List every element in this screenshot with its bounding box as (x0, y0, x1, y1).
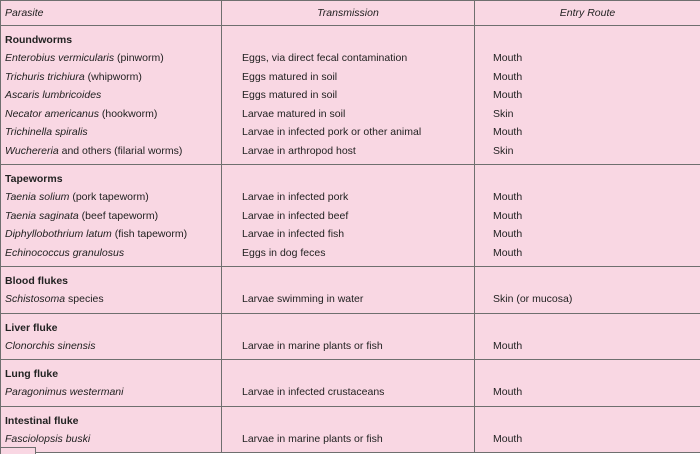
group-header-row (1, 26, 700, 50)
parasite-name-cell (1, 207, 222, 226)
parasite-name-cell (1, 383, 222, 406)
group-header-row (1, 165, 700, 189)
empty-cell (475, 165, 700, 189)
common-name: (whipworm) (85, 71, 142, 83)
group-header-row (1, 360, 700, 384)
common-name: (hookworm) (99, 108, 157, 120)
table-row (1, 49, 700, 68)
empty-cell (222, 406, 475, 430)
empty-cell (475, 313, 700, 337)
empty-cell (475, 26, 700, 50)
group-header-row (1, 313, 700, 337)
scientific-name: Schistosoma (5, 293, 65, 305)
entry-route-cell: Mouth (475, 430, 700, 453)
table-row (1, 207, 700, 226)
transmission-cell: Larvae in infected pork (222, 188, 475, 207)
table-row (1, 142, 700, 165)
entry-route-cell: Skin (475, 105, 700, 124)
scientific-name: Fasciolopsis buski (5, 433, 90, 445)
entry-route-cell: Skin (or mucosa) (475, 290, 700, 313)
scientific-name: Trichuris trichiura (5, 71, 85, 83)
transmission-cell: Larvae matured in soil (222, 105, 475, 124)
empty-cell (222, 313, 475, 337)
group-title: Tapeworms (1, 165, 222, 189)
entry-route-cell: Mouth (475, 86, 700, 105)
empty-cell (475, 360, 700, 384)
transmission-cell: Larvae in infected beef (222, 207, 475, 226)
entry-route-cell: Mouth (475, 188, 700, 207)
parasite-name-cell (1, 123, 222, 142)
parasite-name-cell (1, 225, 222, 244)
table-body (1, 26, 700, 453)
table-row (1, 105, 700, 124)
entry-route-cell: Mouth (475, 337, 700, 360)
group-title: Roundworms (1, 26, 222, 50)
parasite-name-cell (1, 142, 222, 165)
scientific-name: Taenia saginata (5, 210, 79, 222)
empty-cell (222, 360, 475, 384)
parasite-name-cell (1, 244, 222, 267)
transmission-cell: Eggs, via direct fecal contamination (222, 49, 475, 68)
table-row (1, 337, 700, 360)
common-name: and others (filarial worms) (59, 145, 183, 157)
column-header-entry-route: Entry Route (475, 1, 700, 26)
parasite-name-cell (1, 290, 222, 313)
empty-cell (475, 267, 700, 291)
scientific-name: Enterobius vermicularis (5, 52, 114, 64)
scientific-name: Wuchereria (5, 145, 59, 157)
scientific-name: Clonorchis sinensis (5, 340, 95, 352)
common-name: species (65, 293, 104, 305)
parasite-name-cell (1, 49, 222, 68)
table-row (1, 430, 700, 453)
scientific-name: Diphyllobothrium latum (5, 228, 112, 240)
entry-route-cell: Skin (475, 142, 700, 165)
transmission-cell: Eggs in dog feces (222, 244, 475, 267)
group-header-row (1, 267, 700, 291)
empty-cell (222, 267, 475, 291)
parasite-name-cell (1, 188, 222, 207)
scientific-name: Echinococcus granulosus (5, 247, 124, 259)
table-header (1, 1, 700, 26)
column-header-parasite: Parasite (1, 1, 222, 26)
entry-route-cell: Mouth (475, 207, 700, 226)
parasite-name-cell (1, 105, 222, 124)
parasite-name-cell (1, 68, 222, 87)
transmission-cell: Larvae in infected crustaceans (222, 383, 475, 406)
common-name: (pork tapeworm) (69, 191, 148, 203)
transmission-cell: Larvae in marine plants or fish (222, 337, 475, 360)
entry-route-cell: Mouth (475, 49, 700, 68)
table-row (1, 86, 700, 105)
transmission-cell: Larvae in infected fish (222, 225, 475, 244)
group-title: Lung fluke (1, 360, 222, 384)
parasite-name-cell (1, 86, 222, 105)
table-row (1, 68, 700, 87)
scientific-name: Trichinella spiralis (5, 126, 88, 138)
group-title: Intestinal fluke (1, 406, 222, 430)
table-row (1, 188, 700, 207)
transmission-cell: Larvae in arthropod host (222, 142, 475, 165)
table-row (1, 290, 700, 313)
empty-cell (475, 406, 700, 430)
entry-route-cell: Mouth (475, 123, 700, 142)
transmission-cell: Eggs matured in soil (222, 68, 475, 87)
transmission-cell: Eggs matured in soil (222, 86, 475, 105)
scientific-name: Ascaris lumbricoides (5, 89, 101, 101)
entry-route-cell: Mouth (475, 383, 700, 406)
common-name: (beef tapeworm) (79, 210, 158, 222)
table-row (1, 244, 700, 267)
common-name: (pinworm) (114, 52, 164, 64)
empty-cell (222, 165, 475, 189)
entry-route-cell: Mouth (475, 244, 700, 267)
group-title: Liver fluke (1, 313, 222, 337)
entry-route-cell: Mouth (475, 225, 700, 244)
group-title: Blood flukes (1, 267, 222, 291)
transmission-cell: Larvae swimming in water (222, 290, 475, 313)
column-header-transmission: Transmission (222, 1, 475, 26)
transmission-cell: Larvae in marine plants or fish (222, 430, 475, 453)
empty-cell (222, 26, 475, 50)
group-header-row (1, 406, 700, 430)
scientific-name: Paragonimus westermani (5, 386, 123, 398)
entry-route-cell: Mouth (475, 68, 700, 87)
scientific-name: Necator americanus (5, 108, 99, 120)
transmission-cell: Larvae in infected pork or other animal (222, 123, 475, 142)
parasite-name-cell (1, 337, 222, 360)
scientific-name: Taenia solium (5, 191, 69, 203)
table-row (1, 123, 700, 142)
table-row (1, 383, 700, 406)
table-row (1, 225, 700, 244)
common-name: (fish tapeworm) (112, 228, 187, 240)
